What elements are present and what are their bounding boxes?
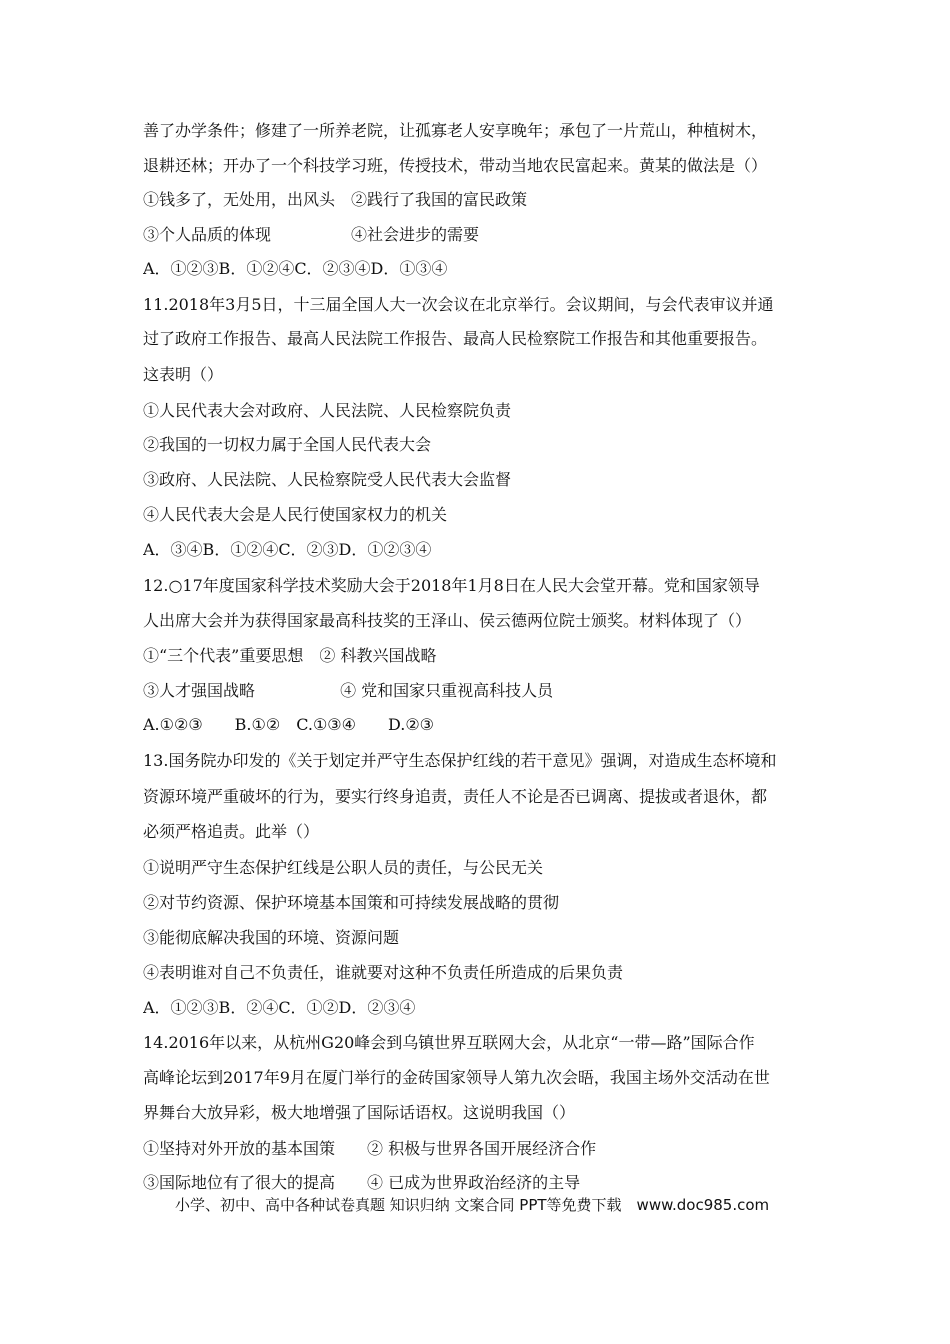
text-line: ①说明严守生态保护红线是公职人员的责任，与公民无关 [143,858,544,877]
text-line: 过了政府工作报告、最高人民法院工作报告、最高人民检察院工作报告和其他重要报告。 [143,329,768,348]
text-line: ①“三个代表”重要思想 ② 科教兴国战略 [143,646,437,665]
answer-options: A．①②③B．②④C．①②D．②③④ [143,998,416,1017]
answer-options: A．③④B．①②④C．②③D．①②③④ [143,540,432,559]
text-line: ③政府、人民法院、人民检察院受人民代表大会监督 [143,470,512,489]
text-line: 这表明（） [143,365,224,384]
text-line: 界舞台大放异彩，极大地增强了国际话语权。这说明我国（） [143,1103,576,1122]
text-line: ①坚持对外开放的基本国策 ② 积极与世界各国开展经济合作 [143,1139,597,1158]
text-line: ③人才强国战略 ④ 党和国家只重视高科技人员 [143,681,554,700]
text-line: 高峰论坛到2017年9月在厦门举行的金砖国家领导人第九次会晤，我国主场外交活动在世 [143,1068,770,1087]
text-line: ③国际地位有了很大的提高 ④ 已成为世界政治经济的主导 [143,1173,581,1192]
text-line: ②对节约资源、保护环境基本国策和可持续发展战略的贯彻 [143,893,560,912]
question-13: 13.国务院办印发的《关于划定并严守生态保护红线的若干意见》强调，对造成生态杯境和 [143,751,777,770]
text-line: ②我国的一切权力属于全国人民代表大会 [143,435,432,454]
answer-options: A.①②③ B.①② C.①③④ D.②③ [143,715,435,734]
text-line: ④表明谁对自己不负责任，谁就要对这种不负责任所造成的后果负责 [143,963,624,982]
text-line: 善了办学条件；修建了一所养老院，让孤寡老人安享晚年；承包了一片荒山，种植树木， [143,121,768,140]
text-line: 必须严格追责。此举（） [143,822,320,841]
question-11: 11.2018年3月5日，十三届全国人大一次会议在北京举行。会议期间，与会代表审议并通 [143,295,774,314]
question-12: 12.○17年度国家科学技术奖励大会于2018年1月8日在人民大会堂开幕。党和国家领导 [143,576,760,595]
question-14: 14.2016年以来，从杭州G20峰会到乌镇世界互联网大会，从北京“一带—路”国际合作 [143,1033,755,1052]
footer-banner: 小学、初中、高中各种试卷真题 知识归纳 文案合同 PPT等免费下载 www.doc985.com [175,1196,770,1214]
text-line: 退耕还林；开办了一个科技学习班，传授技术，带动当地农民富起来。黄某的做法是（） [143,156,768,175]
text-line: ③能彻底解决我国的环境、资源问题 [143,928,400,947]
text-line: ③个人品质的体现 ④社会进步的需要 [143,225,480,244]
text-line: ④人民代表大会是人民行使国家权力的机关 [143,505,448,524]
answer-options: A．①②③B．①②④C．②③④D．①③④ [143,259,448,278]
text-line: 资源环境严重破坏的行为，要实行终身追责，责任人不论是否已调离、提拔或者退休，都 [143,787,768,806]
text-line: ①人民代表大会对政府、人民法院、人民检察院负责 [143,401,512,420]
text-line: ①钱多了，无处用，出风头 ②践行了我国的富民政策 [143,190,528,209]
text-line: 人出席大会并为获得国家最高科技奖的王泽山、侯云德两位院士颁奖。材料体现了（） [143,611,752,630]
